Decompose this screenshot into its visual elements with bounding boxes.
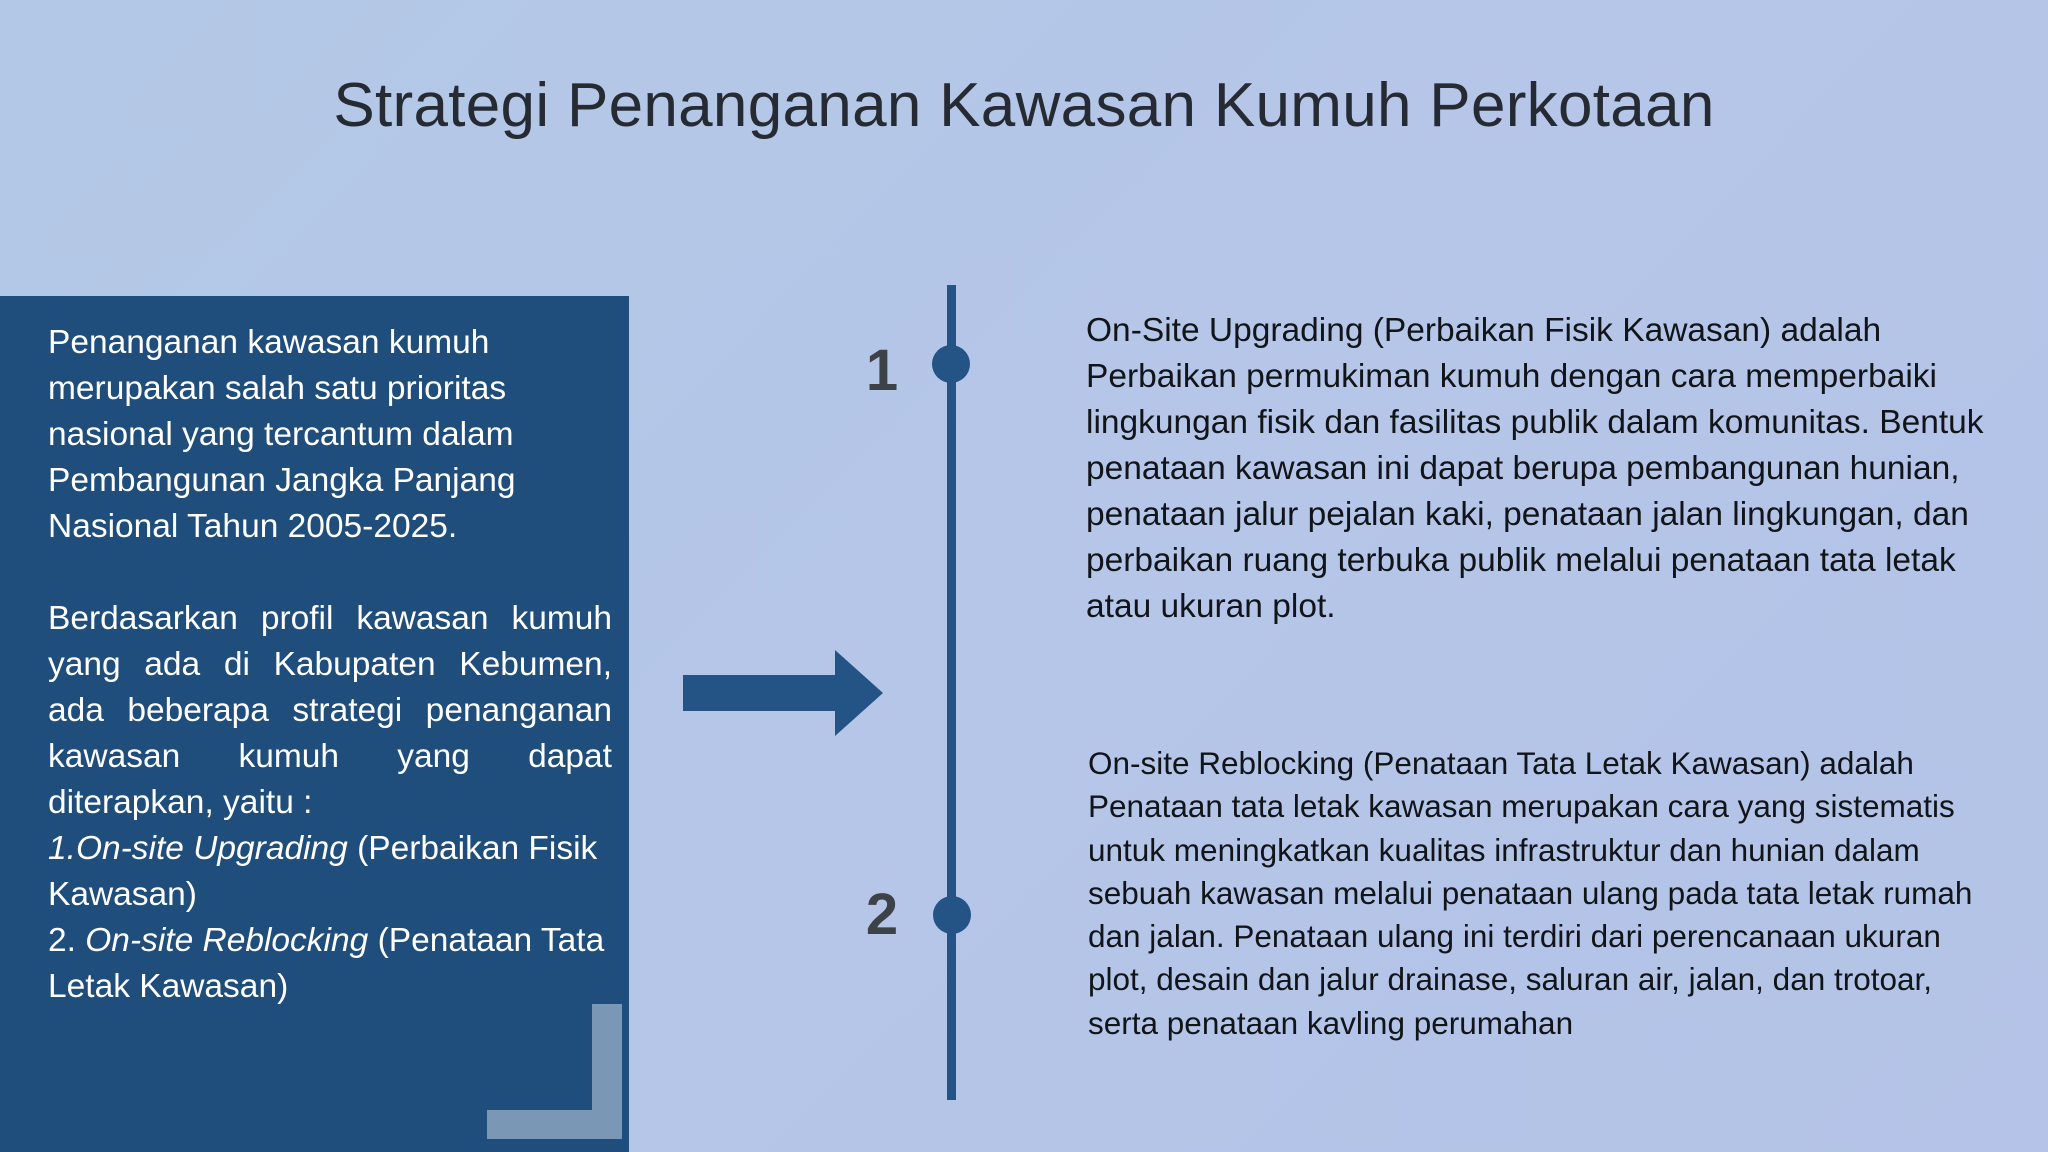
profile-paragraph: Berdasarkan profil kawasan kumuh yang ada di Kabupaten Kebumen, ada beberapa strategi penanganan kawasan kumuh yang dapat diterapkan, yaitu : <box>48 600 612 821</box>
strategy-item-2-prefix: 2. <box>48 922 86 959</box>
right-arrow-icon <box>683 650 883 736</box>
timeline-dot-1 <box>932 345 970 383</box>
step-description-1: On-Site Upgrading (Perbaikan Fisik Kawasan) adalah Perbaikan permukiman kumuh dengan cara memperbaiki lingkungan fisik dan fasilitas publik dalam komunitas. Bentuk penataan kawasan ini dapat berupa pembangunan hunian, penataan jalur pejalan kaki, penataan jalan lingkungan, dan perbaikan ruang terbuka publik melalui penataan tata letak atau ukuran plot. <box>1086 312 1984 625</box>
corner-accent-horizontal <box>487 1110 622 1139</box>
step-number-2: 2 <box>865 882 899 947</box>
strategy-item-2 <box>48 918 612 1010</box>
left-panel-text <box>48 320 612 1010</box>
strategy-item-1 <box>48 826 612 918</box>
step-number-1: 1 <box>865 338 899 403</box>
paragraph-spacer <box>48 550 612 596</box>
strategy-item-2-name: On-site Reblocking <box>85 922 369 959</box>
intro-paragraph: Penanganan kawasan kumuh merupakan salah satu prioritas nasional yang tercantum dalam Pembangunan Jangka Panjang Nasional Tahun 2005-2025. <box>48 324 516 545</box>
timeline-line <box>947 285 956 1100</box>
strategy-item-1-detail: (Perbaikan Fisik Kawasan) <box>48 830 598 913</box>
timeline-dot-2 <box>933 896 971 934</box>
strategy-item-2-detail: (Penataan Tata Letak Kawasan) <box>48 922 605 1005</box>
strategy-item-1-name: 1.On-site Upgrading <box>48 830 348 867</box>
step-description-2: On-site Reblocking (Penataan Tata Letak Kawasan) adalah Penataan tata letak kawasan merupakan cara yang sistematis untuk meningkatkan kualitas infrastruktur dan hunian dalam sebuah kawasan melalui penataan ulang pada tata letak rumah dan jalan. Penataan ulang ini terdiri dari perencanaan ukuran plot, desain dan jalur drainase, saluran air, jalan, dan trotoar, serta penataan kavling perumahan <box>1088 745 1973 1041</box>
slide-title: Strategi Penanganan Kawasan Kumuh Perkotaan <box>333 71 1715 140</box>
